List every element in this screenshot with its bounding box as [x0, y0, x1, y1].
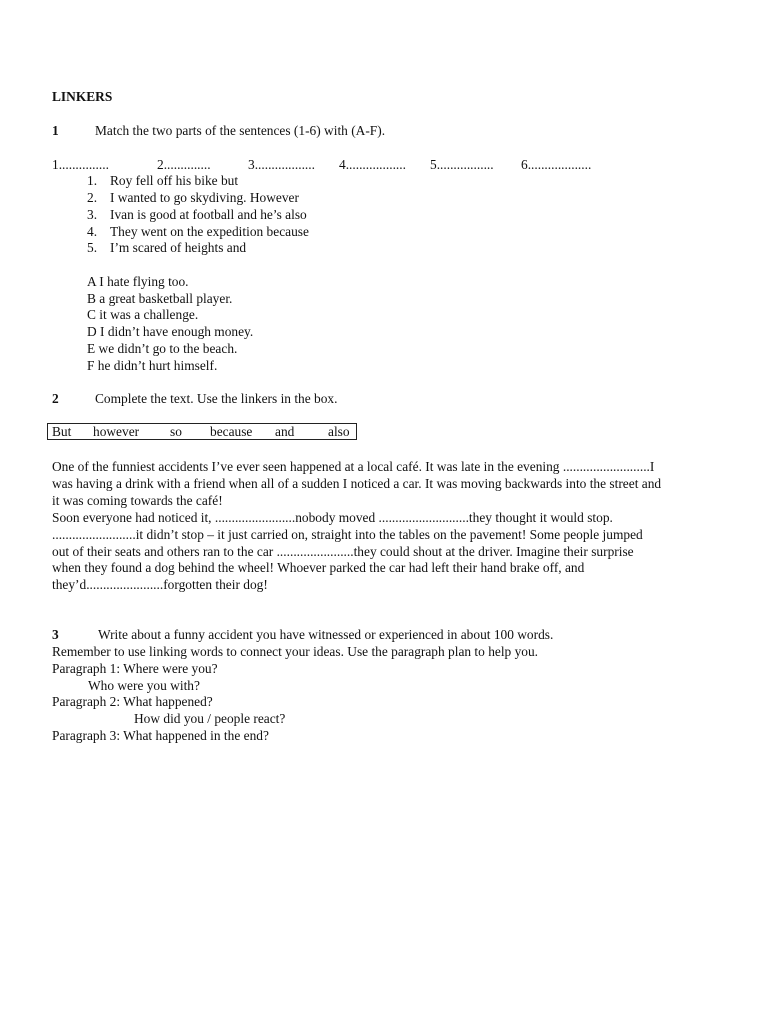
ending-b: B a great basketball player.: [87, 291, 233, 306]
sentence-text: Ivan is good at football and he’s also: [110, 207, 307, 222]
list-number: 3.: [87, 207, 98, 222]
answer-slot-4[interactable]: 4..................: [339, 157, 406, 172]
sentence-text: I’m scared of heights and: [110, 240, 247, 255]
plan-line: Paragraph 2: What happened?: [52, 694, 213, 709]
linker-word: however: [93, 424, 140, 439]
exercise-1-number: 1: [52, 123, 59, 138]
linker-word: also: [328, 424, 350, 439]
ending-a: A I hate flying too.: [87, 274, 189, 289]
ending-e: E we didn’t go to the beach.: [87, 341, 238, 356]
linker-word: But: [52, 424, 72, 439]
plan-line: Who were you with?: [88, 678, 200, 693]
linker-word: and: [275, 424, 295, 439]
gap-fill-paragraph-2: Soon everyone had noticed it, ........................nobody moved ...........................they thought it would stop. .........................it didn’t stop – it just carried on, straight into the tables on the pavement! Some people jumped out of their seats and others ran to the car .......................they could shout at the driver. Imagine their surprise when they found a dog behind the wheel! Whoever parked the car had left their hand brake off, and they’d.......................forgotten their dog!: [52, 510, 643, 593]
plan-line: Paragraph 1: Where were you?: [52, 661, 218, 676]
answer-slot-2[interactable]: 2..............: [157, 157, 211, 172]
answer-slot-5[interactable]: 5.................: [430, 157, 494, 172]
linker-word: because: [210, 424, 253, 439]
answer-slot-3[interactable]: 3..................: [248, 157, 315, 172]
list-number: 2.: [87, 190, 98, 205]
ending-d: D I didn’t have enough money.: [87, 324, 254, 339]
ending-c: C it was a challenge.: [87, 307, 199, 322]
sentence-text: They went on the expedition because: [110, 224, 309, 239]
list-number: 4.: [87, 224, 98, 239]
exercise-3-number: 3: [52, 627, 59, 642]
exercise-2-instruction: Complete the text. Use the linkers in the box.: [95, 391, 338, 406]
plan-line: How did you / people react?: [134, 711, 286, 726]
list-number: 5.: [87, 240, 98, 255]
page-title: LINKERS: [52, 89, 113, 104]
linker-word-box: [47, 423, 357, 440]
plan-line: Paragraph 3: What happened in the end?: [52, 728, 269, 743]
gap-fill-paragraph-1: One of the funniest accidents I’ve ever seen happened at a local café. It was late in the evening ..........................I was having a drink with a friend when all of a sudden I noticed a car. It was moving backwards into the street and it was coming towards the café!: [52, 459, 662, 508]
sentence-text: Roy fell off his bike but: [110, 173, 239, 188]
exercise-1-instruction: Match the two parts of the sentences (1-6) with (A-F).: [95, 123, 386, 138]
ending-f: F he didn’t hurt himself.: [87, 358, 218, 373]
exercise-2-number: 2: [52, 391, 59, 406]
answer-slot-1[interactable]: 1...............: [52, 157, 109, 172]
list-number: 1.: [87, 173, 98, 188]
exercise-3-instruction-line-1: Write about a funny accident you have witnessed or experienced in about 100 words.: [98, 627, 554, 642]
answer-slot-6[interactable]: 6...................: [521, 157, 592, 172]
sentence-text: I wanted to go skydiving. However: [110, 190, 299, 205]
linker-word: so: [170, 424, 182, 439]
exercise-3-instruction-line-2: Remember to use linking words to connect your ideas. Use the paragraph plan to help you.: [52, 644, 539, 659]
